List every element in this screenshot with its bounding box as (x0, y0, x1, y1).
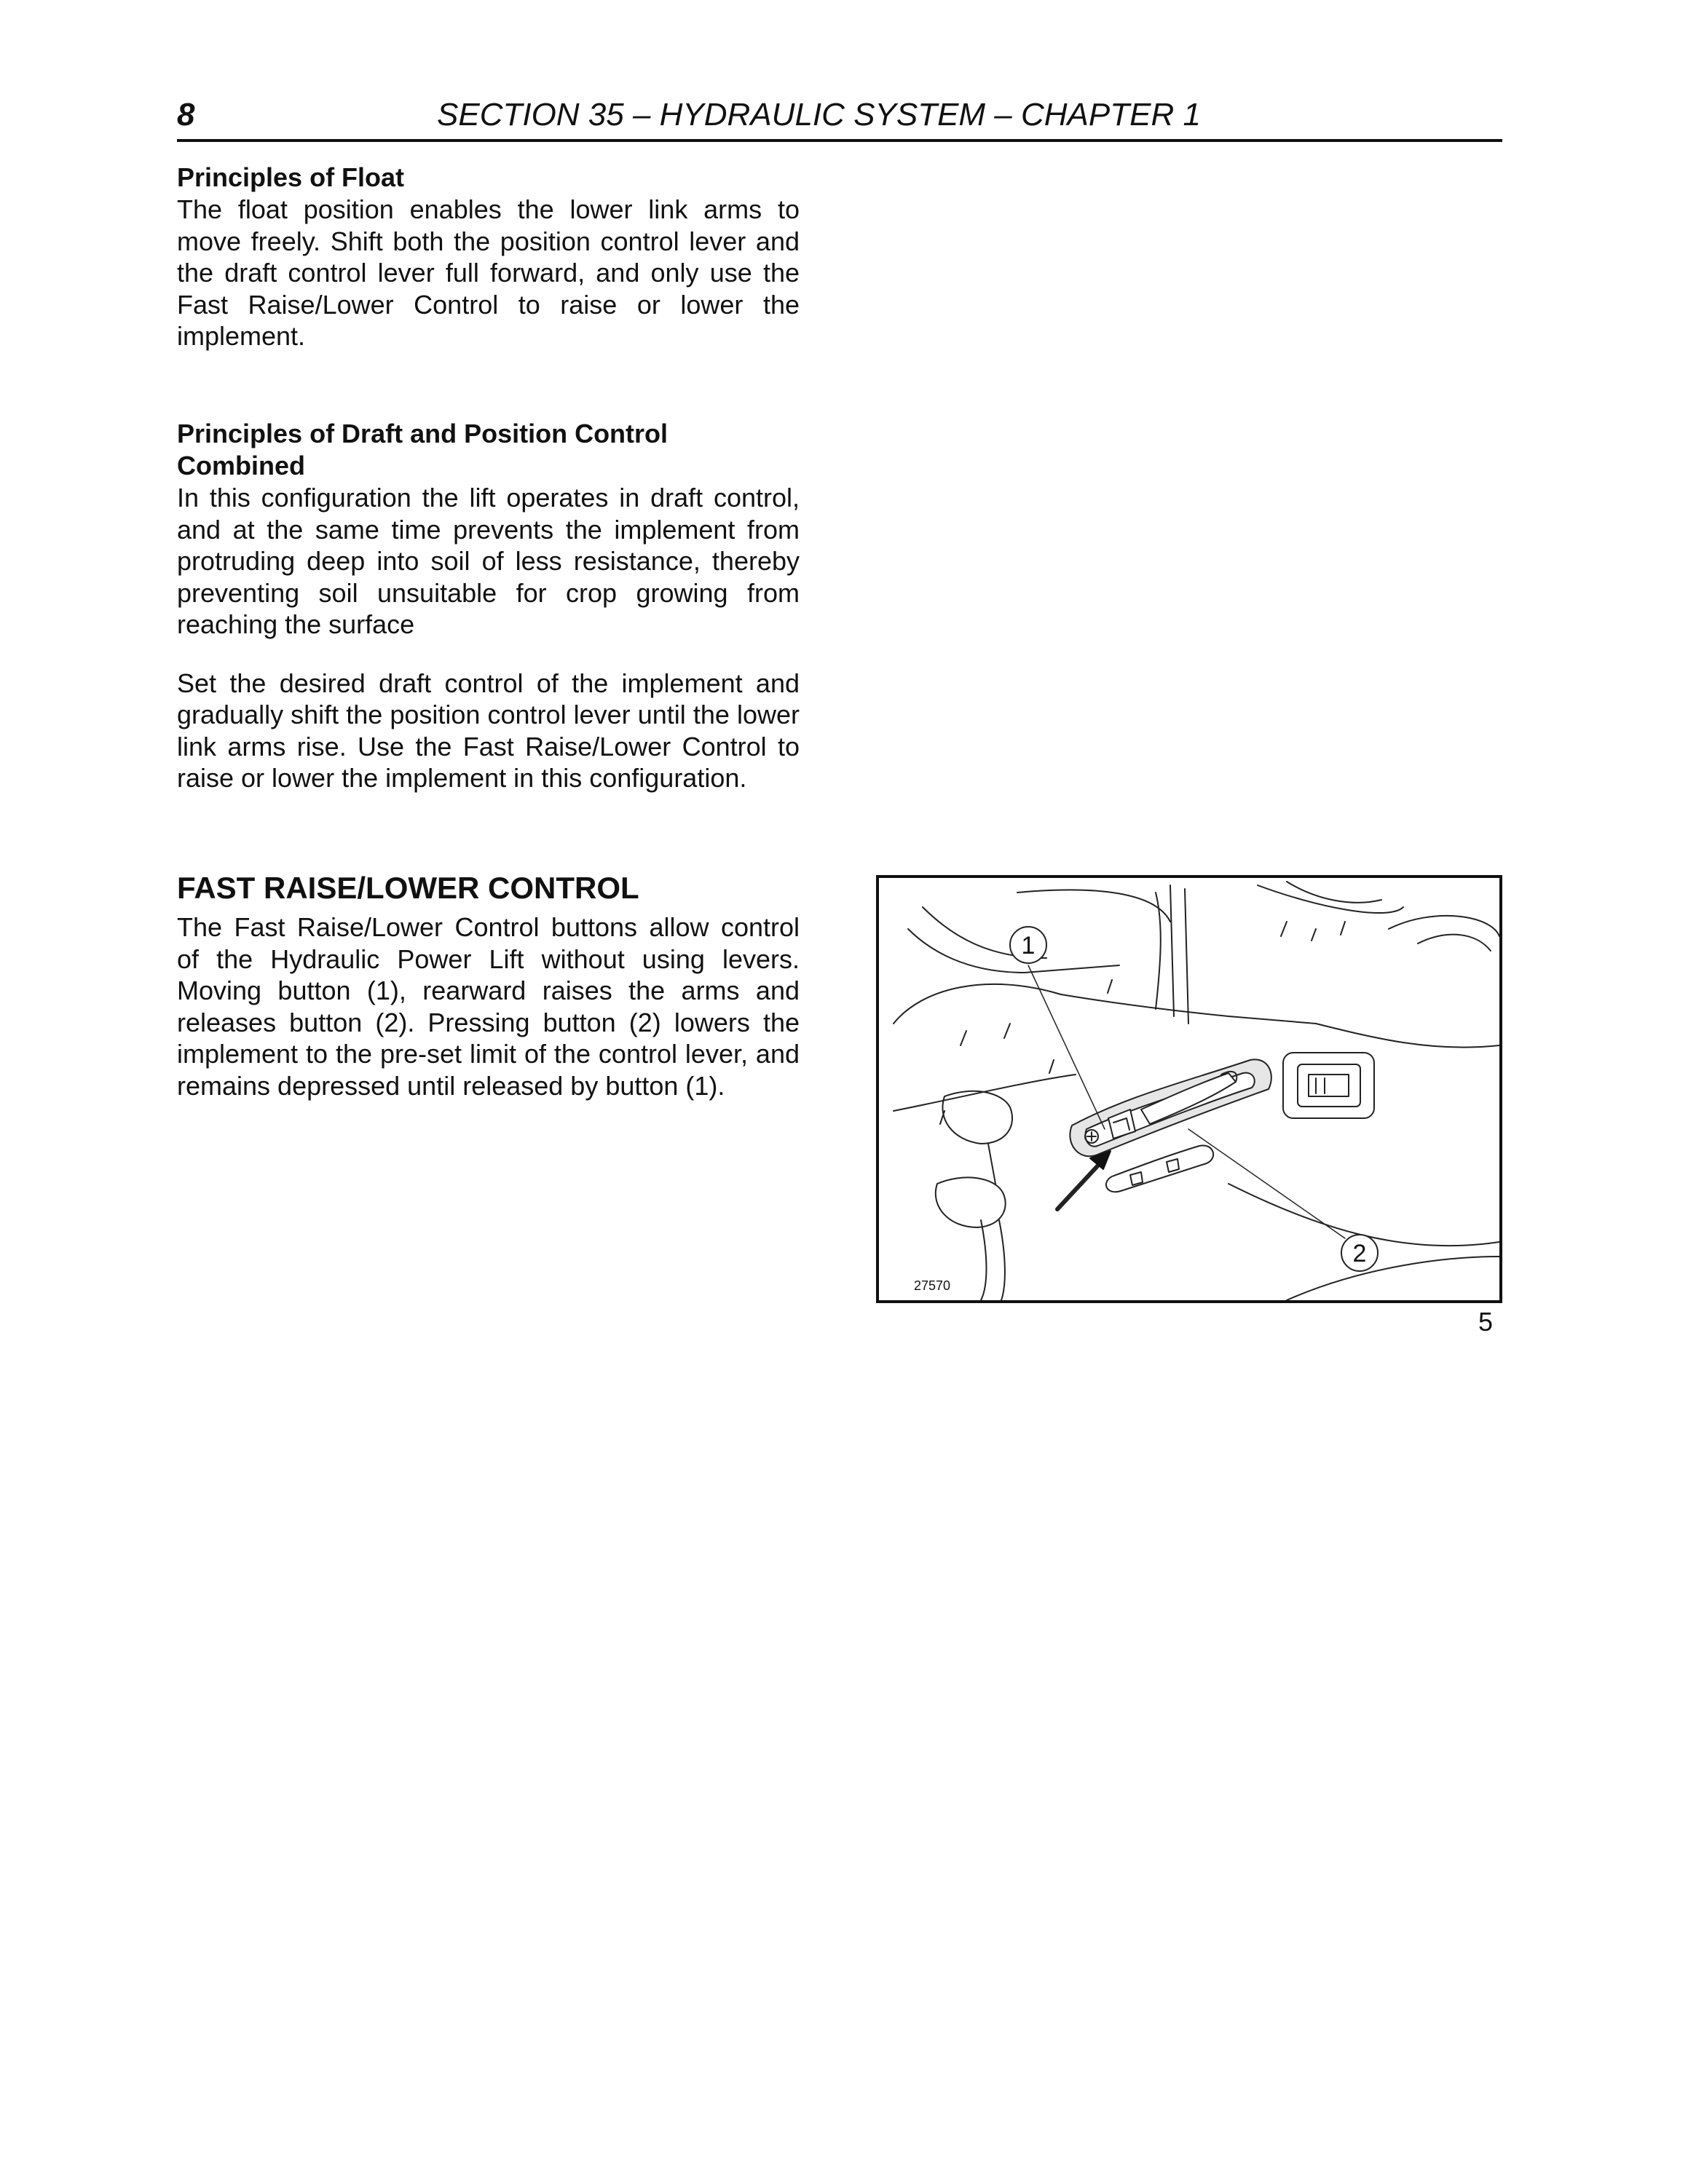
draft-position-section (177, 418, 800, 794)
header-rule (177, 139, 1502, 142)
running-title: SECTION 35 – HYDRAULIC SYSTEM – CHAPTER 1 (437, 97, 1201, 132)
float-title: Principles of Float (177, 162, 405, 192)
fast-raise-heading: FAST RAISE/LOWER CONTROL (177, 871, 639, 905)
figure-number: 5 (1478, 1307, 1494, 1337)
draft-position-body2: Set the desired draft control of the implement and gradually shift the position control lever until the lower link arms rise. Use the Fast Raise/Lower Control to raise or lower the implement in this configuration. (177, 668, 800, 793)
image-code: 27570 (914, 1278, 951, 1293)
draft-position-body1: In this configuration the lift operates in draft control, and at the same time prevents the implement from protruding deep into soil of less resistance, thereby preventing soil unsuitable for crop growing from reaching the surface (177, 483, 800, 639)
draft-position-title-line1: Principles of Draft and Position Control (177, 419, 669, 448)
fast-raise-body: The Fast Raise/Lower Control buttons allow control of the Hydraulic Power Lift without using levers. Moving button (1), rearward raises the arms and releases button (2). Pressing button (2) lowers the implement to the pre-set limit of the control lever, and remains depressed until released by button (1). (177, 912, 800, 1101)
fast-raise-control-illustration (876, 875, 1502, 1303)
float-body: The float position enables the lower link arms to move freely. Shift both the position control lever and the draft control lever full forward, and only use the Fast Raise/Lower Control to raise or lower the implement. (177, 194, 800, 351)
fast-raise-section (177, 868, 800, 1101)
draft-position-title-line2: Combined (177, 451, 305, 480)
float-section (177, 162, 800, 352)
callout-2: 2 (1352, 1240, 1367, 1267)
page-number: 8 (177, 97, 195, 132)
callout-1: 1 (1021, 932, 1036, 960)
